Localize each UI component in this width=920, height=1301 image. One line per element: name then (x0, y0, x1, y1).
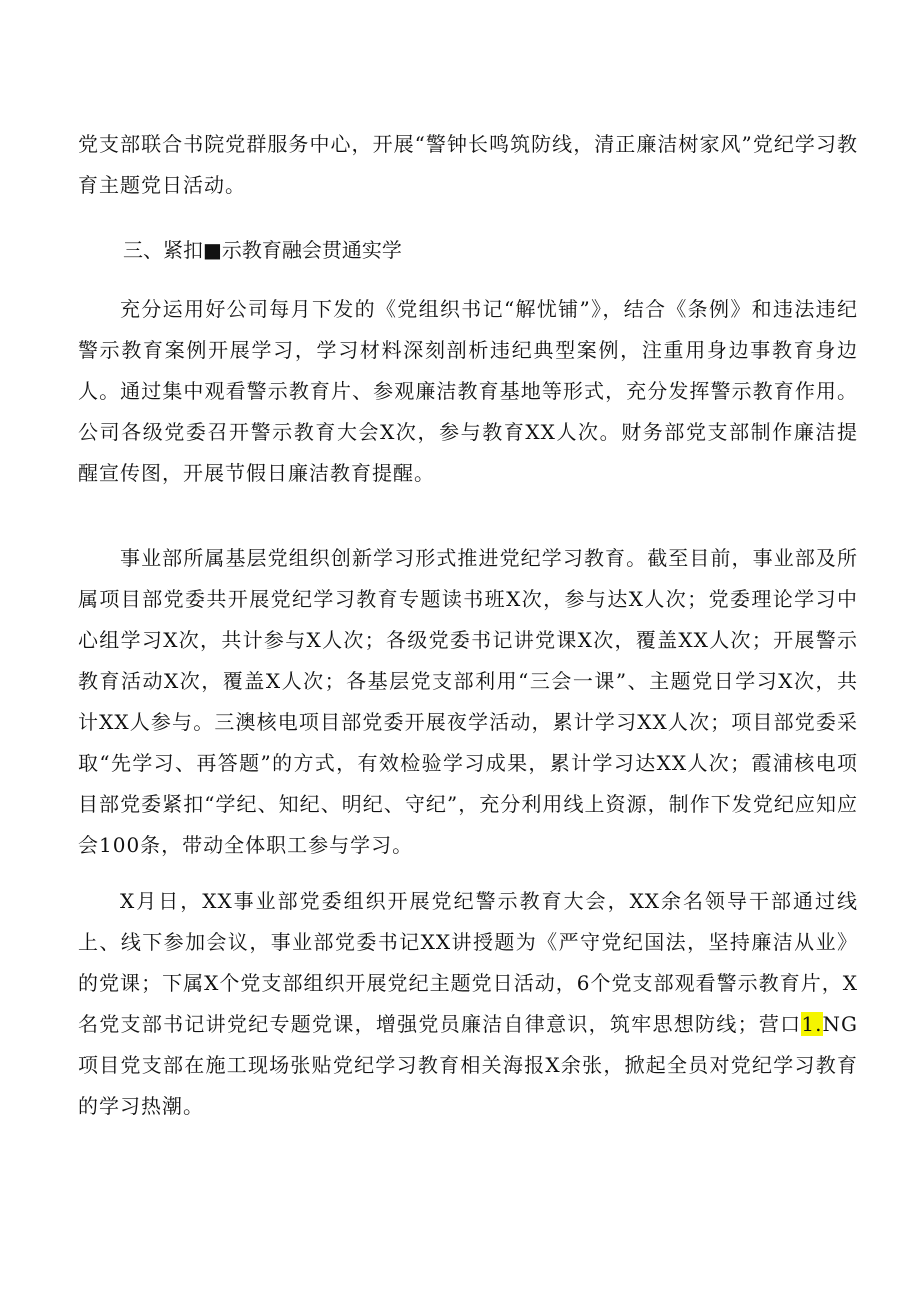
highlighted-text: 1. (801, 1012, 823, 1036)
paragraph-grassroots-learning-stats: 事业部所属基层党组织创新学习形式推进党纪学习教育。截至目前，事业部及所属项目部党委共开展党纪学习教育专题读书班X次，参与达X人次；党委理论学习中心组学习X次，共计参与X人次；各级党委书记讲党课X次，覆盖XX人次；开展警示教育活动X次，覆盖X人次；各基层党支部利用“三会一课”、主题党日学习X次，共计XX人参与。三澳核电项目部党委开展夜学活动，累计学习XX人次；项目部党委采取“先学习、再答题”的方式，有效检验学习成果，累计学习达XX人次；霞浦核电项目部党委紧扣“学纪、知纪、明纪、守纪”，充分利用线上资源，制作下发党纪应知应会100条，带动全体职工参与学习。 (78, 546, 858, 857)
paragraph-party-day-activity: 党支部联合书院党群服务中心，开展“警钟长鸣筑防线，清正廉洁树家风”党纪学习教育主题党日活动。 (78, 132, 858, 197)
paragraph-warning-education-cases: 充分运用好公司每月下发的《党组织书记“解忧铺”》，结合《条例》和违法违纪警示教育案例开展学习，学习材料深刻剖析违纪典型案例，注重用身边事教育身边人。通过集中观看警示教育片、参观廉洁教育基地等形式，充分发挥警示教育作用。公司各级党委召开警示教育大会X次，参与教育XX人次。财务部党支部制作廉洁提醒宣传图，开展节假日廉洁教育提醒。 (78, 297, 858, 485)
paragraph-text-segment: X月日，XX事业部党委组织开展党纪警示教育大会，XX余名领导干部通过线上、线下参加会议，事业部党委书记XX讲授题为《严守党纪国法，坚持廉洁从业》的党课；下属X个党支部组织开展党纪主题党日活动，6个党支部观看警示教育片，X名党支部书记讲党纪专题党课，增强党员廉洁自律意识，筑牢思想防线；营口 (78, 889, 858, 1036)
section-heading-warning-education: 三、紧扣■示教育融会贯通实学 (123, 238, 402, 262)
paragraph-text-segment: NG项目党支部在施工现场张贴党纪学习教育相关海报X余张，掀起全员对党纪学习教育的学习热潮。 (78, 1012, 858, 1118)
paragraph-warning-conference (78, 881, 858, 1127)
